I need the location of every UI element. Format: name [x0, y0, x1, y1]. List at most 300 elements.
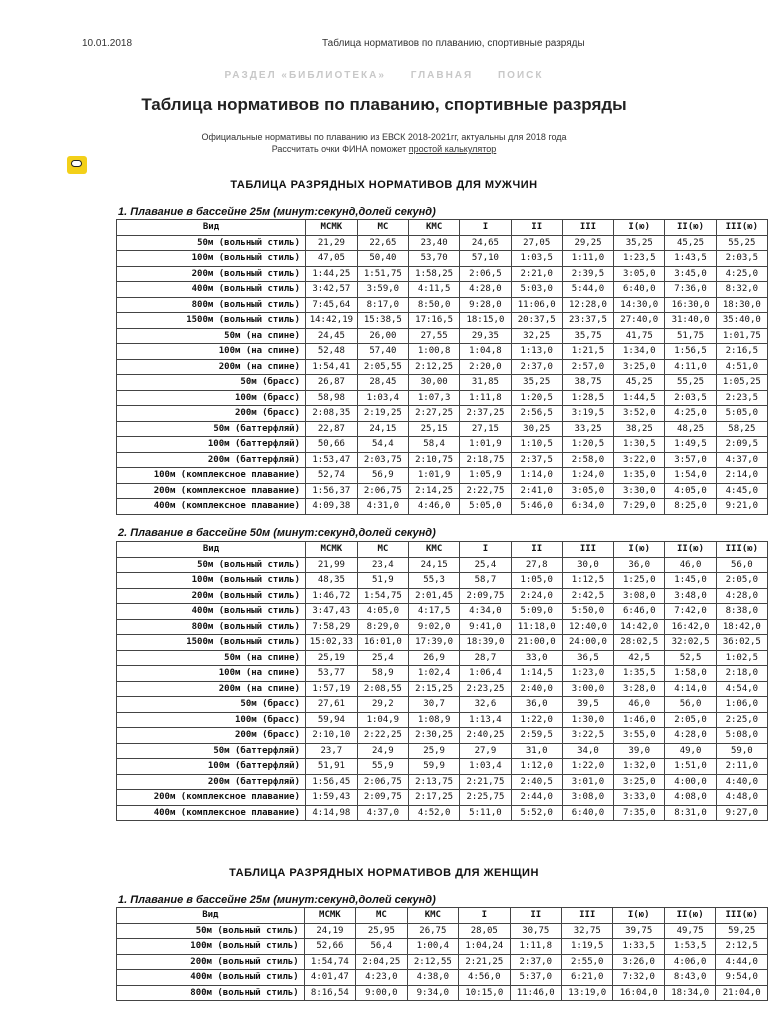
standard-time-cell: 4:11,0 [665, 359, 716, 375]
standard-time-cell: 1:54,75 [357, 588, 408, 604]
standard-time-cell: 3:25,0 [614, 774, 665, 790]
standard-time-cell: 25,15 [409, 421, 460, 437]
standard-time-cell: 16:01,0 [357, 635, 408, 651]
column-header: I [460, 542, 511, 558]
standard-time-cell: 21,99 [306, 557, 358, 573]
standard-time-cell: 9:28,0 [460, 297, 511, 313]
standard-time-cell: 35,25 [511, 375, 562, 391]
standard-time-cell: 1:23,5 [614, 251, 665, 267]
standard-time-cell: 50,66 [306, 437, 358, 453]
standard-time-cell: 1:45,0 [665, 573, 716, 589]
table-row [117, 790, 768, 806]
standard-time-cell: 21:00,0 [511, 635, 562, 651]
standard-time-cell: 28,05 [459, 923, 510, 939]
subtitle-line-prefix: Рассчитать очки ФИНА поможет [271, 144, 407, 154]
comment-icon[interactable] [67, 156, 87, 174]
standard-time-cell: 2:22,75 [460, 483, 511, 499]
standard-time-cell: 2:42,5 [562, 588, 613, 604]
standard-time-cell: 29,2 [357, 697, 408, 713]
standard-time-cell: 2:23,5 [716, 390, 767, 406]
standard-time-cell: 4:46,0 [409, 499, 460, 515]
standard-time-cell: 1:59,43 [306, 790, 358, 806]
standard-time-cell: 3:05,0 [614, 266, 665, 282]
table-row [117, 970, 768, 986]
standard-time-cell: 24,45 [306, 328, 358, 344]
standard-time-cell: 2:08,35 [306, 406, 358, 422]
event-name-cell: 100м (баттерфляй) [117, 437, 306, 453]
standard-time-cell: 59,0 [716, 743, 767, 759]
standard-time-cell: 52,48 [306, 344, 358, 360]
standard-time-cell: 2:14,0 [716, 468, 767, 484]
column-header: КМС [407, 908, 458, 924]
standard-time-cell: 14:42,19 [306, 313, 358, 329]
standard-time-cell: 1:01,9 [460, 437, 511, 453]
column-header: МСМК [306, 220, 358, 236]
standard-time-cell: 1:03,4 [460, 759, 511, 775]
column-header: Вид [117, 542, 306, 558]
standard-time-cell: 3:08,0 [614, 588, 665, 604]
standard-time-cell: 4:17,5 [409, 604, 460, 620]
standard-time-cell: 1:01,75 [716, 328, 767, 344]
standard-time-cell: 4:37,0 [357, 805, 408, 821]
table-row [117, 452, 768, 468]
standard-time-cell: 6:46,0 [614, 604, 665, 620]
standard-time-cell: 53,77 [306, 666, 358, 682]
standard-time-cell: 4:37,0 [716, 452, 767, 468]
standard-time-cell: 46,0 [614, 697, 665, 713]
standard-time-cell: 4:14,0 [665, 681, 716, 697]
standard-time-cell: 2:56,5 [511, 406, 562, 422]
standard-time-cell: 2:18,0 [716, 666, 767, 682]
standard-time-cell: 49,0 [665, 743, 716, 759]
event-name-cell: 100м (вольный стиль) [117, 573, 306, 589]
standard-time-cell: 1:32,0 [614, 759, 665, 775]
standard-time-cell: 3:05,0 [562, 483, 613, 499]
standard-time-cell: 5:08,0 [716, 728, 767, 744]
standard-time-cell: 48,25 [665, 421, 716, 437]
standard-time-cell: 1:46,0 [614, 712, 665, 728]
standard-time-cell: 34,0 [562, 743, 613, 759]
standard-time-cell: 2:40,0 [511, 681, 562, 697]
table-row [117, 468, 768, 484]
men-pool25-title: 1. Плавание в бассейне 25м (минут:секунд,долей секунд) [118, 206, 436, 218]
standard-time-cell: 3:00,0 [562, 681, 613, 697]
standard-time-cell: 5:05,0 [460, 499, 511, 515]
table-row [117, 635, 768, 651]
event-name-cell: 800м (вольный стиль) [117, 985, 305, 1001]
table-header-row [117, 220, 768, 236]
event-name-cell: 100м (вольный стиль) [117, 251, 306, 267]
standard-time-cell: 3:52,0 [614, 406, 665, 422]
standard-time-cell: 4:28,0 [716, 588, 767, 604]
event-name-cell: 50м (брасс) [117, 697, 306, 713]
standard-time-cell: 1:25,0 [614, 573, 665, 589]
standard-time-cell: 4:23,0 [356, 970, 407, 986]
standard-time-cell: 4:31,0 [357, 499, 408, 515]
standard-time-cell: 1:20,5 [511, 390, 562, 406]
standard-time-cell: 9:27,0 [716, 805, 767, 821]
standard-time-cell: 5:09,0 [511, 604, 562, 620]
standard-time-cell: 4:25,0 [716, 266, 767, 282]
standard-time-cell: 4:56,0 [459, 970, 510, 986]
table-row [117, 923, 768, 939]
standard-time-cell: 25,95 [356, 923, 407, 939]
standard-time-cell: 2:37,0 [511, 359, 562, 375]
table-row [117, 666, 768, 682]
standard-time-cell: 26,87 [306, 375, 358, 391]
nav-search-link[interactable]: ПОИСК [497, 70, 544, 81]
standard-time-cell: 29,25 [562, 235, 613, 251]
standard-time-cell: 1:00,8 [409, 344, 460, 360]
standard-time-cell: 55,9 [357, 759, 408, 775]
table-row [117, 985, 768, 1001]
standard-time-cell: 4:08,0 [665, 790, 716, 806]
table-row [117, 939, 768, 955]
standard-time-cell: 24,15 [409, 557, 460, 573]
standard-time-cell: 1:08,9 [409, 712, 460, 728]
standard-time-cell: 11:06,0 [511, 297, 562, 313]
standard-time-cell: 1:05,9 [460, 468, 511, 484]
men-section-title: ТАБЛИЦА РАЗРЯДНЫХ НОРМАТИВОВ ДЛЯ МУЖЧИН [230, 179, 538, 191]
table-row [117, 375, 768, 391]
standard-time-cell: 6:34,0 [562, 499, 613, 515]
standard-time-cell: 1:13,0 [511, 344, 562, 360]
table-row [117, 573, 768, 589]
standard-time-cell: 2:09,75 [460, 588, 511, 604]
standard-time-cell: 17:39,0 [409, 635, 460, 651]
event-name-cell: 100м (брасс) [117, 712, 306, 728]
standard-time-cell: 1:43,5 [665, 251, 716, 267]
standard-time-cell: 2:06,75 [357, 483, 408, 499]
column-header: I [460, 220, 511, 236]
column-header: КМС [409, 542, 460, 558]
standard-time-cell: 2:44,0 [511, 790, 562, 806]
standard-time-cell: 8:25,0 [665, 499, 716, 515]
standard-time-cell: 33,0 [511, 650, 562, 666]
standard-time-cell: 16:42,0 [665, 619, 716, 635]
standard-time-cell: 31,85 [460, 375, 511, 391]
standard-time-cell: 27,61 [306, 697, 358, 713]
standard-time-cell: 4:52,0 [409, 805, 460, 821]
standard-time-cell: 2:05,0 [665, 712, 716, 728]
standard-time-cell: 27,05 [511, 235, 562, 251]
table-header-row [117, 542, 768, 558]
standard-time-cell: 1:11,0 [562, 251, 613, 267]
standard-time-cell: 30,75 [510, 923, 561, 939]
table-header-row [117, 908, 768, 924]
standard-time-cell: 24,9 [357, 743, 408, 759]
standard-time-cell: 23,4 [357, 557, 408, 573]
event-name-cell: 100м (комплексное плавание) [117, 468, 306, 484]
women-section-title: ТАБЛИЦА РАЗРЯДНЫХ НОРМАТИВОВ ДЛЯ ЖЕНЩИН [229, 867, 539, 879]
standard-time-cell: 4:05,0 [665, 483, 716, 499]
standard-time-cell: 1:56,5 [665, 344, 716, 360]
table-row [117, 390, 768, 406]
standard-time-cell: 5:44,0 [562, 282, 613, 298]
standard-time-cell: 1:30,0 [562, 712, 613, 728]
print-header [82, 38, 702, 52]
standard-time-cell: 6:40,0 [614, 282, 665, 298]
standard-time-cell: 3:55,0 [614, 728, 665, 744]
table-row [117, 344, 768, 360]
standard-time-cell: 2:40,25 [460, 728, 511, 744]
standard-time-cell: 1:23,0 [562, 666, 613, 682]
standard-time-cell: 4:05,0 [357, 604, 408, 620]
column-header: II(ю) [665, 542, 716, 558]
standard-time-cell: 47,05 [306, 251, 358, 267]
standard-time-cell: 8:29,0 [357, 619, 408, 635]
standard-time-cell: 12:28,0 [562, 297, 613, 313]
standard-time-cell: 38,75 [562, 375, 613, 391]
standard-time-cell: 55,3 [409, 573, 460, 589]
standard-time-cell: 17:16,5 [409, 313, 460, 329]
standard-time-cell: 58,98 [306, 390, 358, 406]
event-name-cell: 400м (вольный стиль) [117, 970, 305, 986]
calculator-link[interactable]: простой калькулятор [408, 144, 497, 154]
standard-time-cell: 8:50,0 [409, 297, 460, 313]
standard-time-cell: 2:05,0 [716, 573, 767, 589]
standard-time-cell: 7:29,0 [614, 499, 665, 515]
column-header: МС [357, 220, 408, 236]
table-row [117, 282, 768, 298]
table-row [117, 728, 768, 744]
standard-time-cell: 45,25 [665, 235, 716, 251]
site-nav [0, 70, 768, 81]
standard-time-cell: 8:17,0 [357, 297, 408, 313]
standard-time-cell: 1:10,5 [511, 437, 562, 453]
event-name-cell: 400м (вольный стиль) [117, 604, 306, 620]
event-name-cell: 100м (баттерфляй) [117, 759, 306, 775]
standard-time-cell: 1:53,5 [664, 939, 715, 955]
column-header: Вид [117, 908, 305, 924]
standard-time-cell: 1:19,5 [562, 939, 613, 955]
standard-time-cell: 41,75 [614, 328, 665, 344]
standard-time-cell: 3:01,0 [562, 774, 613, 790]
print-date: 10.01.2018 [82, 38, 133, 49]
standard-time-cell: 4:25,0 [665, 406, 716, 422]
table-row [117, 297, 768, 313]
standard-time-cell: 2:37,0 [510, 954, 561, 970]
standard-time-cell: 4:09,38 [306, 499, 358, 515]
table-row [117, 743, 768, 759]
standard-time-cell: 3:30,0 [614, 483, 665, 499]
standard-time-cell: 5:50,0 [562, 604, 613, 620]
standard-time-cell: 2:59,5 [511, 728, 562, 744]
standard-time-cell: 58,4 [409, 437, 460, 453]
standard-time-cell: 24,15 [357, 421, 408, 437]
event-name-cell: 200м (вольный стиль) [117, 266, 306, 282]
standard-time-cell: 1:20,5 [562, 437, 613, 453]
table-row [117, 619, 768, 635]
standard-time-cell: 1:51,0 [665, 759, 716, 775]
table-row [117, 359, 768, 375]
standard-time-cell: 32,6 [460, 697, 511, 713]
event-name-cell: 50м (вольный стиль) [117, 557, 306, 573]
event-name-cell: 800м (вольный стиль) [117, 619, 306, 635]
table-row [117, 759, 768, 775]
standard-time-cell: 7:36,0 [665, 282, 716, 298]
standard-time-cell: 23,40 [409, 235, 460, 251]
standard-time-cell: 24:00,0 [562, 635, 613, 651]
table-row [117, 697, 768, 713]
standard-time-cell: 2:06,75 [357, 774, 408, 790]
standard-time-cell: 21,29 [306, 235, 358, 251]
standard-time-cell: 24,19 [304, 923, 355, 939]
standard-time-cell: 26,75 [407, 923, 458, 939]
standard-time-cell: 38,25 [614, 421, 665, 437]
standard-time-cell: 2:14,25 [409, 483, 460, 499]
event-name-cell: 800м (вольный стиль) [117, 297, 306, 313]
standard-time-cell: 3:45,0 [665, 266, 716, 282]
standard-time-cell: 2:21,75 [460, 774, 511, 790]
standard-time-cell: 2:21,0 [511, 266, 562, 282]
standard-time-cell: 3:28,0 [614, 681, 665, 697]
standard-time-cell: 2:08,55 [357, 681, 408, 697]
standard-time-cell: 32,75 [562, 923, 613, 939]
standard-time-cell: 1:21,5 [562, 344, 613, 360]
standard-time-cell: 2:23,25 [460, 681, 511, 697]
page-title: Таблица нормативов по плаванию, спортивные разряды [141, 95, 627, 114]
standard-time-cell: 36,0 [511, 697, 562, 713]
nav-home-link[interactable]: ГЛАВНАЯ [410, 70, 474, 81]
standard-time-cell: 18:34,0 [664, 985, 715, 1001]
event-name-cell: 50м (баттерфляй) [117, 743, 306, 759]
column-header: II [510, 908, 561, 924]
standard-time-cell: 3:59,0 [357, 282, 408, 298]
standard-time-cell: 2:37,5 [511, 452, 562, 468]
standard-time-cell: 5:46,0 [511, 499, 562, 515]
standard-time-cell: 31:40,0 [665, 313, 716, 329]
standard-time-cell: 57,40 [357, 344, 408, 360]
event-name-cell: 50м (вольный стиль) [117, 235, 306, 251]
event-name-cell: 50м (вольный стиль) [117, 923, 305, 939]
standard-time-cell: 51,91 [306, 759, 358, 775]
standard-time-cell: 1:22,0 [562, 759, 613, 775]
standard-time-cell: 1:54,41 [306, 359, 358, 375]
standard-time-cell: 2:30,25 [409, 728, 460, 744]
standard-time-cell: 1:58,25 [409, 266, 460, 282]
standard-time-cell: 3:19,5 [562, 406, 613, 422]
standard-time-cell: 1:13,4 [460, 712, 511, 728]
standard-time-cell: 2:25,75 [460, 790, 511, 806]
event-name-cell: 50м (на спине) [117, 328, 306, 344]
standard-time-cell: 20:37,5 [511, 313, 562, 329]
standard-time-cell: 45,25 [614, 375, 665, 391]
standard-time-cell: 8:43,0 [664, 970, 715, 986]
standard-time-cell: 24,65 [460, 235, 511, 251]
standard-time-cell: 30,0 [562, 557, 613, 573]
event-name-cell: 400м (вольный стиль) [117, 282, 306, 298]
standard-time-cell: 1:01,9 [409, 468, 460, 484]
standard-time-cell: 1:03,5 [511, 251, 562, 267]
standard-time-cell: 25,4 [460, 557, 511, 573]
standard-time-cell: 1:11,8 [460, 390, 511, 406]
standard-time-cell: 1:53,47 [306, 452, 358, 468]
standard-time-cell: 28,45 [357, 375, 408, 391]
standard-time-cell: 14:42,0 [614, 619, 665, 635]
column-header: I(ю) [613, 908, 664, 924]
standard-time-cell: 59,25 [716, 923, 768, 939]
standard-time-cell: 3:22,0 [614, 452, 665, 468]
nav-library-link[interactable]: РАЗДЕЛ «БИБЛИОТЕКА» [224, 70, 386, 81]
standard-time-cell: 5:11,0 [460, 805, 511, 821]
standard-time-cell: 7:32,0 [613, 970, 664, 986]
event-name-cell: 50м (баттерфляй) [117, 421, 306, 437]
standard-time-cell: 22,87 [306, 421, 358, 437]
standard-time-cell: 2:12,25 [409, 359, 460, 375]
table-row [117, 313, 768, 329]
standard-time-cell: 27,55 [409, 328, 460, 344]
standard-time-cell: 2:12,55 [407, 954, 458, 970]
standard-time-cell: 21:04,0 [716, 985, 768, 1001]
standard-time-cell: 1:12,0 [511, 759, 562, 775]
standard-time-cell: 4:44,0 [716, 954, 768, 970]
standard-time-cell: 2:13,75 [409, 774, 460, 790]
standard-time-cell: 2:04,25 [356, 954, 407, 970]
standard-time-cell: 59,94 [306, 712, 358, 728]
standard-time-cell: 9:54,0 [716, 970, 768, 986]
standard-time-cell: 1:44,5 [614, 390, 665, 406]
standard-time-cell: 18:39,0 [460, 635, 511, 651]
standard-time-cell: 1:56,37 [306, 483, 358, 499]
women-pool25-title: 1. Плавание в бассейне 25м (минут:секунд,долей секунд) [118, 894, 436, 906]
standard-time-cell: 4:54,0 [716, 681, 767, 697]
standard-time-cell: 7:42,0 [665, 604, 716, 620]
standard-time-cell: 2:40,5 [511, 774, 562, 790]
men-pool25-table [116, 219, 768, 515]
standard-time-cell: 3:25,0 [614, 359, 665, 375]
standard-time-cell: 39,75 [613, 923, 664, 939]
event-name-cell: 200м (вольный стиль) [117, 588, 306, 604]
standard-time-cell: 2:17,25 [409, 790, 460, 806]
standard-time-cell: 18:15,0 [460, 313, 511, 329]
standard-time-cell: 4:14,98 [306, 805, 358, 821]
standard-time-cell: 2:09,5 [716, 437, 767, 453]
standard-time-cell: 42,5 [614, 650, 665, 666]
standard-time-cell: 49,75 [664, 923, 715, 939]
column-header: I [459, 908, 510, 924]
standard-time-cell: 3:42,57 [306, 282, 358, 298]
standard-time-cell: 4:28,0 [665, 728, 716, 744]
standard-time-cell: 2:22,25 [357, 728, 408, 744]
standard-time-cell: 3:33,0 [614, 790, 665, 806]
standard-time-cell: 2:27,25 [409, 406, 460, 422]
standard-time-cell: 2:01,45 [409, 588, 460, 604]
standard-time-cell: 58,9 [357, 666, 408, 682]
standard-time-cell: 8:32,0 [716, 282, 767, 298]
standard-time-cell: 15:38,5 [357, 313, 408, 329]
standard-time-cell: 55,25 [665, 375, 716, 391]
event-name-cell: 100м (на спине) [117, 344, 306, 360]
standard-time-cell: 32,25 [511, 328, 562, 344]
standard-time-cell: 55,25 [716, 235, 767, 251]
standard-time-cell: 36,0 [614, 557, 665, 573]
standard-time-cell: 3:26,0 [613, 954, 664, 970]
standard-time-cell: 2:09,75 [357, 790, 408, 806]
standard-time-cell: 1:35,0 [614, 468, 665, 484]
standard-time-cell: 2:16,5 [716, 344, 767, 360]
standard-time-cell: 13:19,0 [562, 985, 613, 1001]
table-row [117, 805, 768, 821]
standard-time-cell: 1:11,8 [510, 939, 561, 955]
standard-time-cell: 57,10 [460, 251, 511, 267]
standard-time-cell: 4:45,0 [716, 483, 767, 499]
standard-time-cell: 9:34,0 [407, 985, 458, 1001]
table-row [117, 406, 768, 422]
standard-time-cell: 2:03,5 [716, 251, 767, 267]
standard-time-cell: 2:10,10 [306, 728, 358, 744]
standard-time-cell: 56,4 [356, 939, 407, 955]
